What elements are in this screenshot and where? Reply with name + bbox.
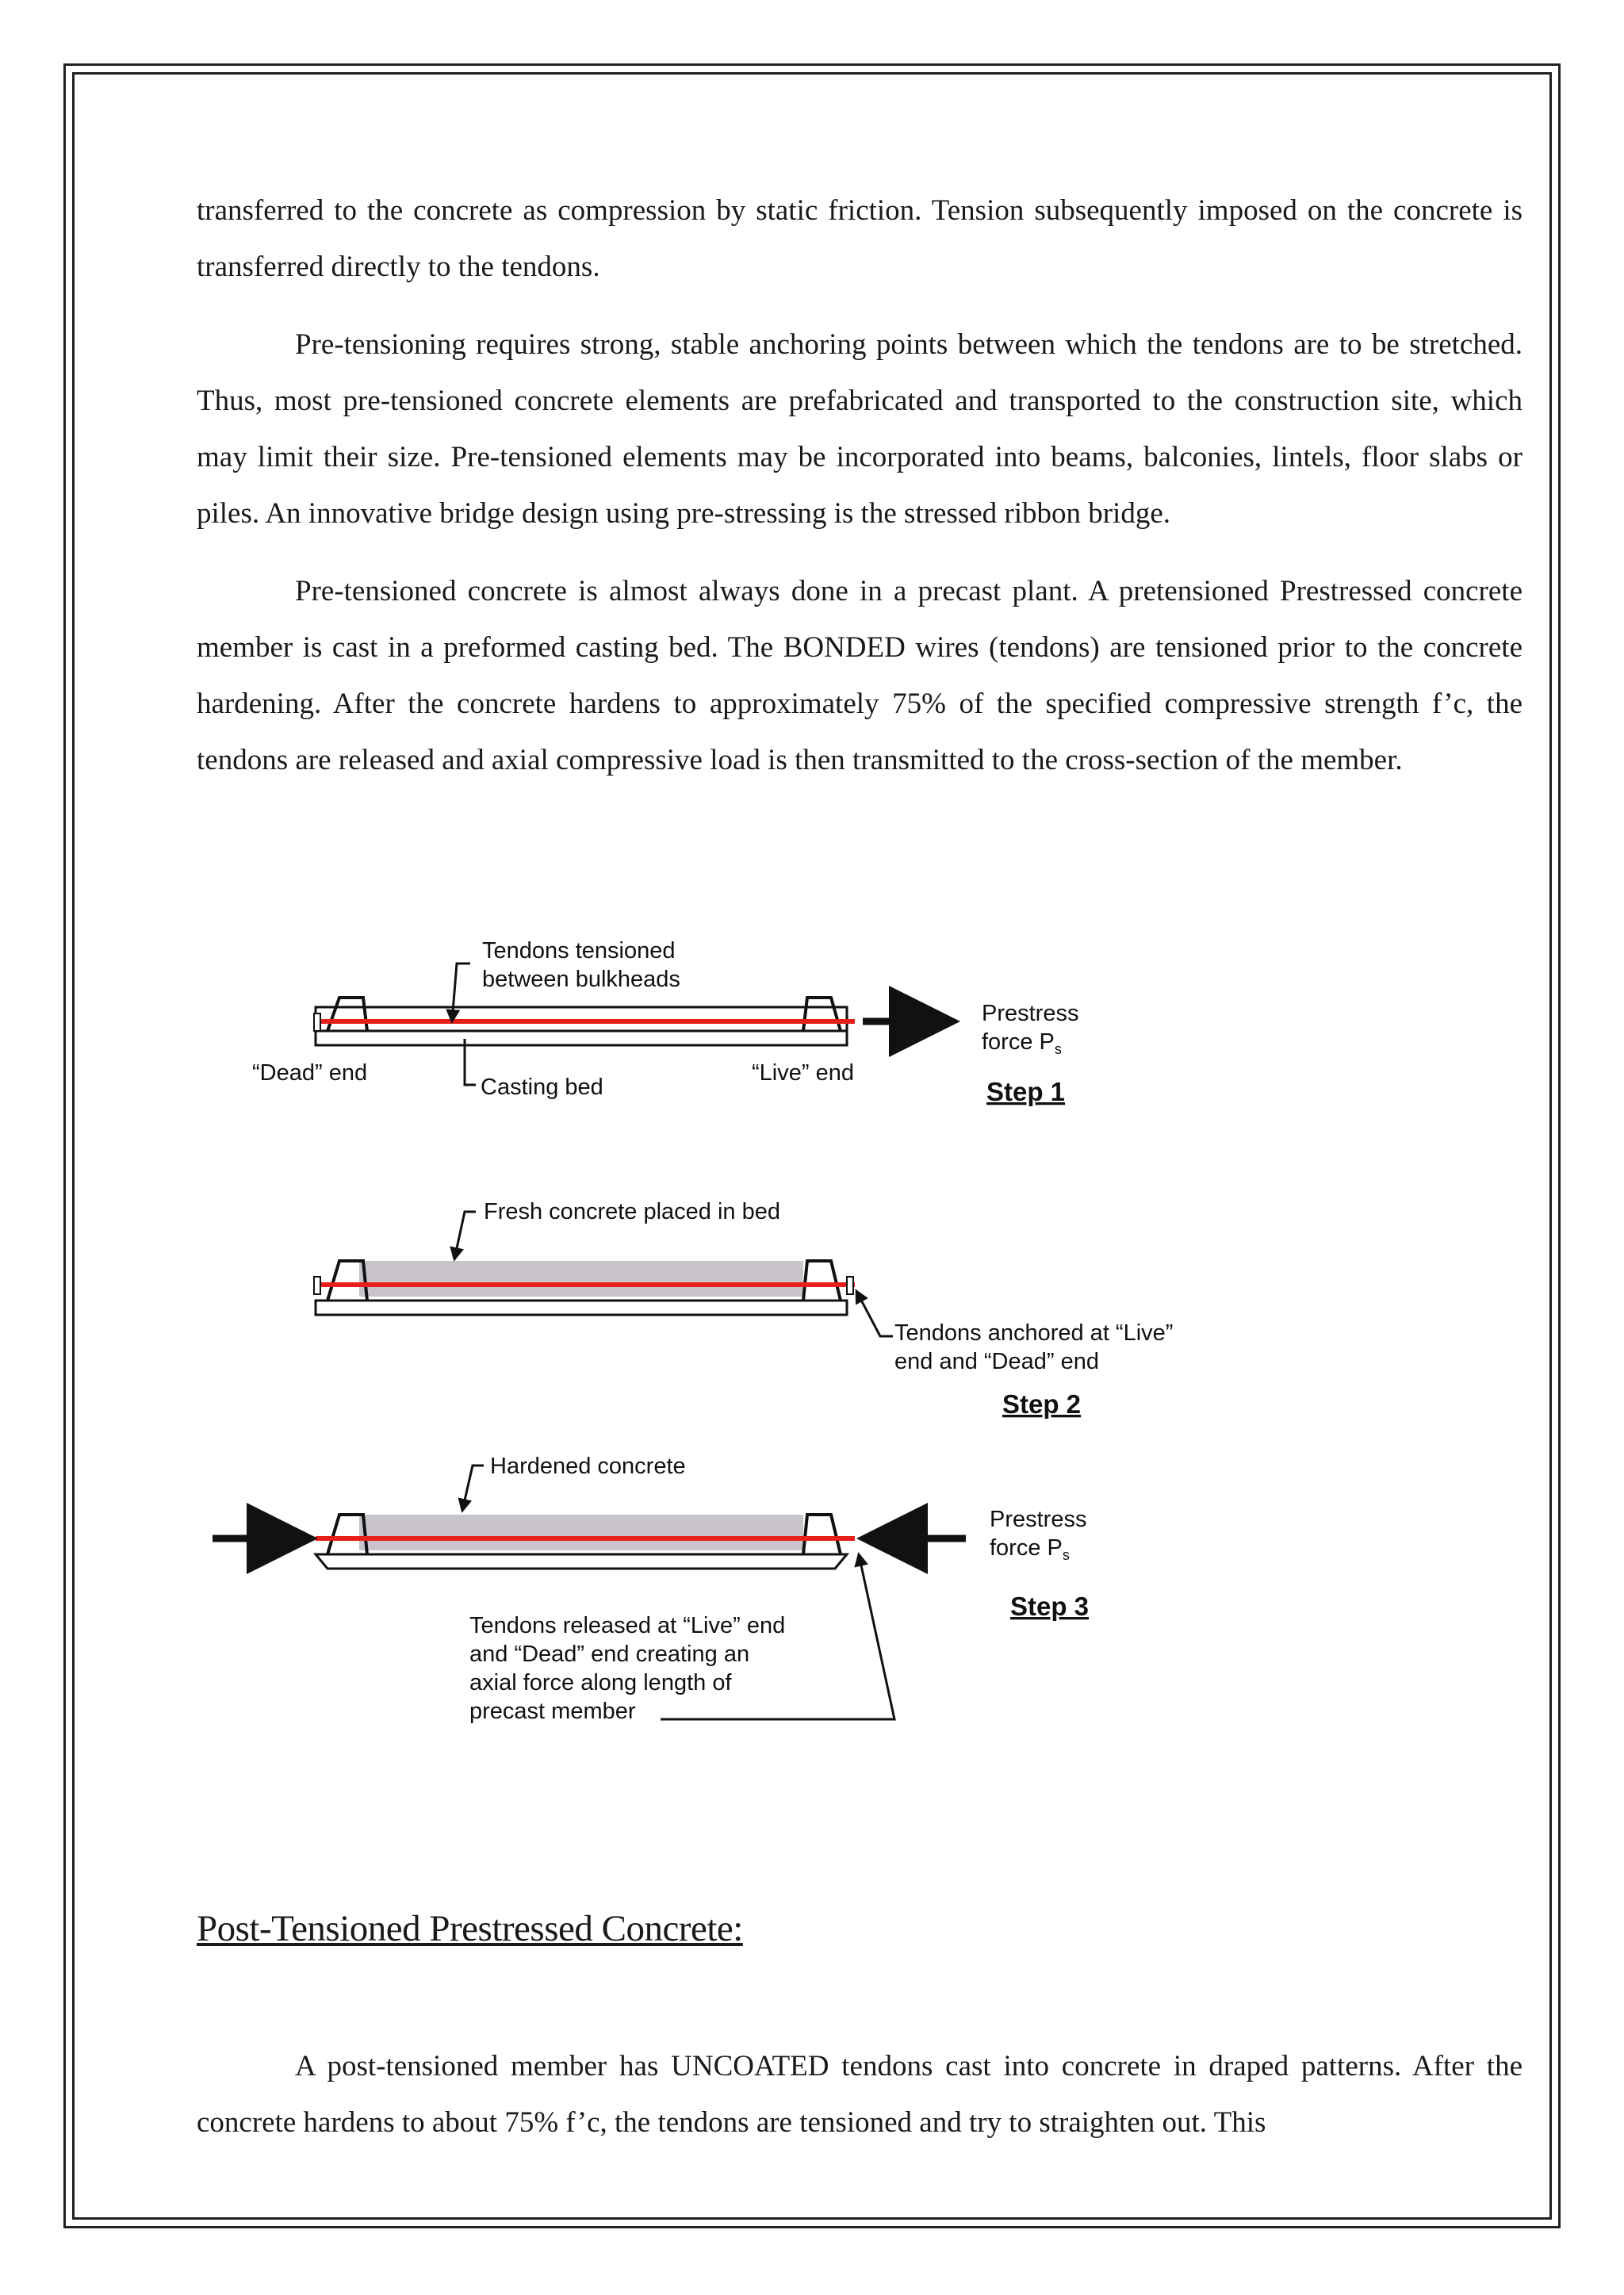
label-hardened-concrete: Hardened concrete: [490, 1454, 686, 1479]
label-released-1: Tendons released at “Live” end: [469, 1613, 786, 1638]
step-1-title: Step 1: [986, 1077, 1066, 1106]
label-prestress-3: Prestress: [990, 1507, 1087, 1532]
fresh-concrete: [359, 1261, 803, 1297]
pretensioning-diagram: [197, 928, 1228, 1745]
label-tendons-tensioned: Tendons tensioned: [482, 938, 676, 964]
step-3-group: [213, 1454, 1089, 1724]
label-released-2: and “Dead” end creating an: [469, 1642, 750, 1667]
label-released-3: axial force along length of: [469, 1670, 732, 1695]
post-tensioned-text: [197, 2038, 1522, 2151]
label-fresh-concrete: Fresh concrete placed in bed: [484, 1199, 780, 1224]
hardened-concrete: [359, 1515, 803, 1550]
label-released-4: precast member: [469, 1699, 636, 1724]
paragraph-2: Pre-tensioning requires strong, stable anchoring points between which the tendons are to be stretched. Thus, most pre-tensioned concrete elements are prefabricated and transported to the construction site, which may limit their size. Pre-tensioned elements may be incorporated into beams, balconies, lintels, floor slabs or piles. An innovative bridge design using pre-stressing is the stressed ribbon bridge.: [197, 328, 1522, 530]
step-2-title: Step 2: [1002, 1389, 1082, 1419]
dead-end-bulkhead: [327, 998, 367, 1031]
paragraph-1: transferred to the concrete as compression by static friction. Tension subsequently imposed on the concrete is transferred directly to the tendons.: [197, 194, 1522, 283]
step-1-group: [252, 938, 1078, 1106]
label-live-end: “Live” end: [752, 1060, 854, 1086]
paragraph-3: Pre-tensioned concrete is almost always done in a precast plant. A pretensioned Prestressed concrete member is cast in a preformed casting bed. The BONDED wires (tendons) are tensioned prior to the concrete hardening. After the concrete hardens to approximately 75% of the specified compressive strength f’c, the tendons are released and axial compressive load is then transmitted to the cross-section of the member.: [197, 575, 1522, 776]
step-2-group: [314, 1199, 1173, 1419]
label-between-bulkheads: between bulkheads: [482, 967, 680, 992]
label-force-ps-3: force $P_s$: [990, 1535, 1070, 1563]
label-prestress-1: Prestress: [982, 1001, 1079, 1026]
casting-bed: [316, 1007, 847, 1045]
step-3-title: Step 3: [1010, 1592, 1090, 1621]
label-casting-bed: Casting bed: [481, 1075, 603, 1100]
label-tendons-anchored: Tendons anchored at “Live”: [894, 1320, 1174, 1346]
live-end-bulkhead: [803, 998, 841, 1031]
section-heading: Post-Tensioned Prestressed Concrete:: [197, 1908, 743, 1949]
label-end-and-dead-end: end and “Dead” end: [894, 1349, 1099, 1374]
body-text: [197, 182, 1522, 788]
label-dead-end: “Dead” end: [252, 1060, 368, 1086]
label-force-ps-1: force $P_s$: [982, 1029, 1062, 1057]
post-paragraph: A post-tensioned member has UNCOATED tendons cast into concrete in draped patterns. After the concrete hardens to about 75% f’c, the tendons are tensioned and try to straighten out. This: [197, 2050, 1522, 2139]
